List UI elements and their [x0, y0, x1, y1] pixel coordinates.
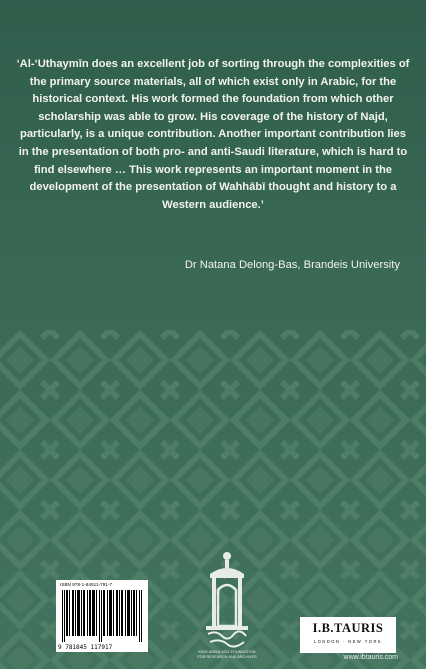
isbn-barcode	[56, 580, 148, 652]
review-quote: ‘Al-‘Uthaymīn does an excellent job of sorting through the complexities of the primary source materials, all of which exist only in Arabic, for the historical context. His work formed the foundation from which other scholarship was able to grow. His coverage of the history of Najd, particularly, is a unique contribution. Another important contribution lies in the presentation of both pro- and anti-Saudi literature, which is hard to find elsewhere … This work represents an important moment in the development of the presentation of Wahhābī thought and history to a Western audience.’	[16, 58, 410, 211]
isbn-number: 9 781845 117917	[58, 644, 113, 651]
ib-tauris-logo	[300, 617, 396, 653]
publisher-name: I.B.TAURIS	[312, 621, 384, 635]
foundation-caption-line1: KING ABDULAZIZ FOUNDATION	[198, 650, 256, 654]
king-abdulaziz-foundation-logo-icon	[200, 550, 254, 660]
review-attribution: Dr Natana Delong-Bas, Brandeis University	[184, 259, 400, 271]
publisher-cities: LONDON · NEW YORK	[313, 639, 383, 644]
publisher-website: www.ibtauris.com	[343, 654, 398, 661]
isbn-label: ISBN 978-1-84511-791-7	[60, 582, 113, 587]
foundation-caption-line2: FOR RESEARCH AND ARCHIVES	[197, 654, 257, 659]
foundation-caption	[186, 650, 268, 659]
barcode-bars	[62, 590, 142, 642]
